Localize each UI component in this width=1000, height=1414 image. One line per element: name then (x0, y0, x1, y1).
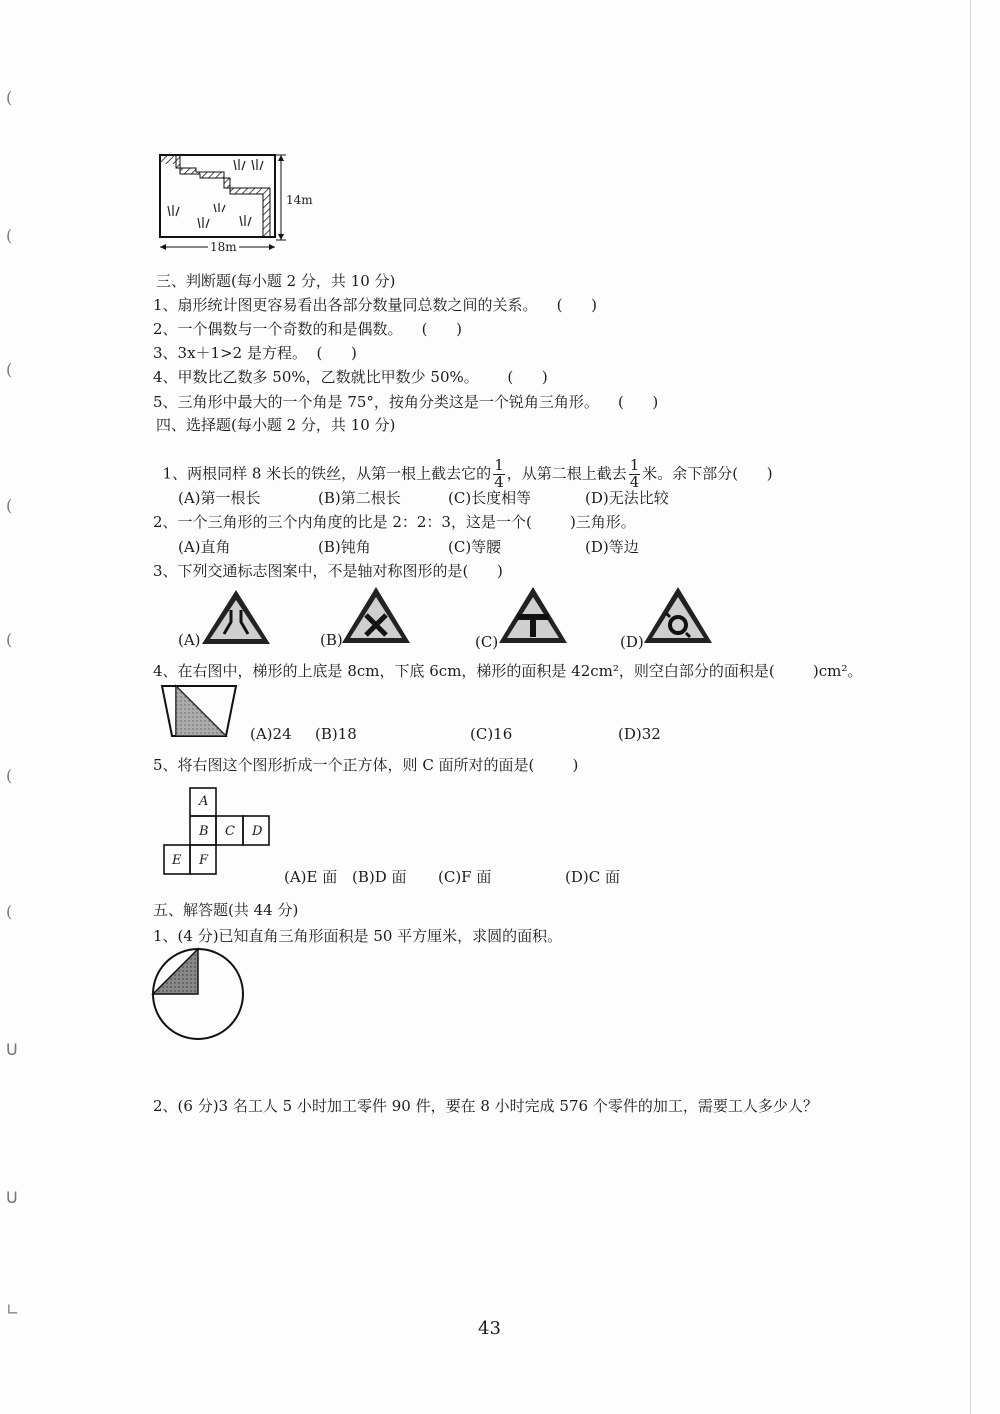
section-3-title: 三、判断题(每小题 2 分，共 10 分) (156, 272, 396, 290)
binding-mark: ∟ (6, 1300, 20, 1319)
choice-q1-text-b: ，从第二根上截去 (506, 464, 627, 483)
answer-q1: 1、(4 分)已知直角三角形面积是 50 平方厘米，求圆的面积。 (153, 927, 563, 945)
binding-mark: ( (6, 88, 13, 107)
binding-mark: ( (6, 766, 13, 785)
binding-mark: ( (6, 226, 13, 245)
net-face-a: A (199, 794, 209, 809)
q3-option-a: (A) (178, 631, 201, 649)
choice-q1-text-c: 米。余下部分( ) (642, 464, 773, 483)
binding-mark: ᑌ (6, 1188, 18, 1207)
binding-mark: ( (6, 630, 13, 649)
q2-option-b: (B)钝角 (318, 538, 371, 556)
q5-option-c: (C)F 面 (438, 868, 492, 886)
q4-option-c: (C)16 (470, 725, 513, 743)
net-face-c: C (225, 824, 235, 839)
q1-option-c: (C)长度相等 (448, 489, 532, 507)
net-face-d: D (252, 824, 263, 839)
judge-item-3: 3、3x＋1>2 是方程。 ( ) (153, 344, 357, 362)
answer-q2: 2、(6 分)3 名工人 5 小时加工零件 90 件，要在 8 小时完成 576 个零件的加工，需要工人多少人？ (153, 1097, 818, 1115)
page-edge-line (970, 0, 971, 1414)
fraction-quarter: $\frac{1}{4}$ (629, 456, 640, 491)
q4-option-d: (D)32 (618, 725, 661, 743)
judge-item-2: 2、一个偶数与一个奇数的和是偶数。 ( ) (153, 320, 462, 338)
narrow-road-sign-icon (200, 588, 272, 646)
binding-mark: ( (6, 360, 13, 379)
circle-triangle-figure (150, 946, 246, 1042)
height-label: 14m (286, 193, 313, 207)
roundabout-sign-icon (642, 585, 714, 645)
q5-option-a: (A)E 面 (284, 868, 338, 886)
choice-q1 (153, 440, 773, 491)
net-face-f: F (199, 853, 209, 868)
binding-mark: ( (6, 496, 13, 515)
q1-option-d: (D)无法比较 (585, 489, 669, 507)
q4-option-b: (B)18 (315, 725, 357, 743)
choice-q3: 3、下列交通标志图案中，不是轴对称图形的是( ) (153, 562, 503, 580)
q1-option-a: (A)第一根长 (178, 489, 261, 507)
binding-mark: ᑌ (6, 1040, 18, 1059)
page-number: 43 (478, 1318, 501, 1339)
t-junction-sign-icon (497, 585, 569, 645)
q2-option-c: (C)等腰 (448, 538, 502, 556)
q4-option-a: (A)24 (250, 725, 292, 743)
judge-item-1: 1、扇形统计图更容易看出各部分数量同总数之间的关系。 ( ) (153, 296, 597, 314)
q3-option-c: (C) (475, 633, 499, 651)
q2-option-d: (D)等边 (585, 538, 639, 556)
q5-option-b: (B)D 面 (352, 868, 407, 886)
q2-option-a: (A)直角 (178, 538, 231, 556)
fraction-quarter: $\frac{1}{4}$ (494, 456, 504, 491)
section-5-title: 五、解答题(共 44 分) (153, 901, 299, 919)
section-4-title: 四、选择题(每小题 2 分，共 10 分) (156, 416, 396, 434)
crossroad-sign-icon (340, 585, 412, 645)
choice-q4: 4、在右图中，梯形的上底是 8cm，下底 6cm，梯形的面积是 42cm²，则空白部分的面积是( )cm²。 (153, 662, 863, 680)
q1-option-b: (B)第二根长 (318, 489, 401, 507)
width-label: 18m (210, 240, 237, 254)
choice-q5: 5、将右图这个图形折成一个正方体，则 C 面所对的面是( ) (153, 756, 579, 774)
choice-q2: 2、一个三角形的三个内角度的比是 2：2：3，这是一个( )三角形。 (153, 513, 636, 531)
net-face-e: E (172, 853, 182, 868)
net-face-b: B (199, 824, 209, 839)
q3-option-b: (B) (320, 631, 343, 649)
q5-option-d: (D)C 面 (565, 868, 620, 886)
trapezoid-figure (160, 684, 240, 740)
binding-mark: ( (6, 902, 13, 921)
choice-q1-text-a: 1、两根同样 8 米长的铁丝，从第一根上截去它的 (162, 464, 492, 483)
judge-item-4: 4、甲数比乙数多 50%，乙数就比甲数少 50%。 ( ) (153, 368, 548, 386)
q3-option-d: (D) (620, 633, 644, 651)
judge-item-5: 5、三角形中最大的一个角是 75°，按角分类这是一个锐角三角形。 ( ) (153, 393, 659, 411)
